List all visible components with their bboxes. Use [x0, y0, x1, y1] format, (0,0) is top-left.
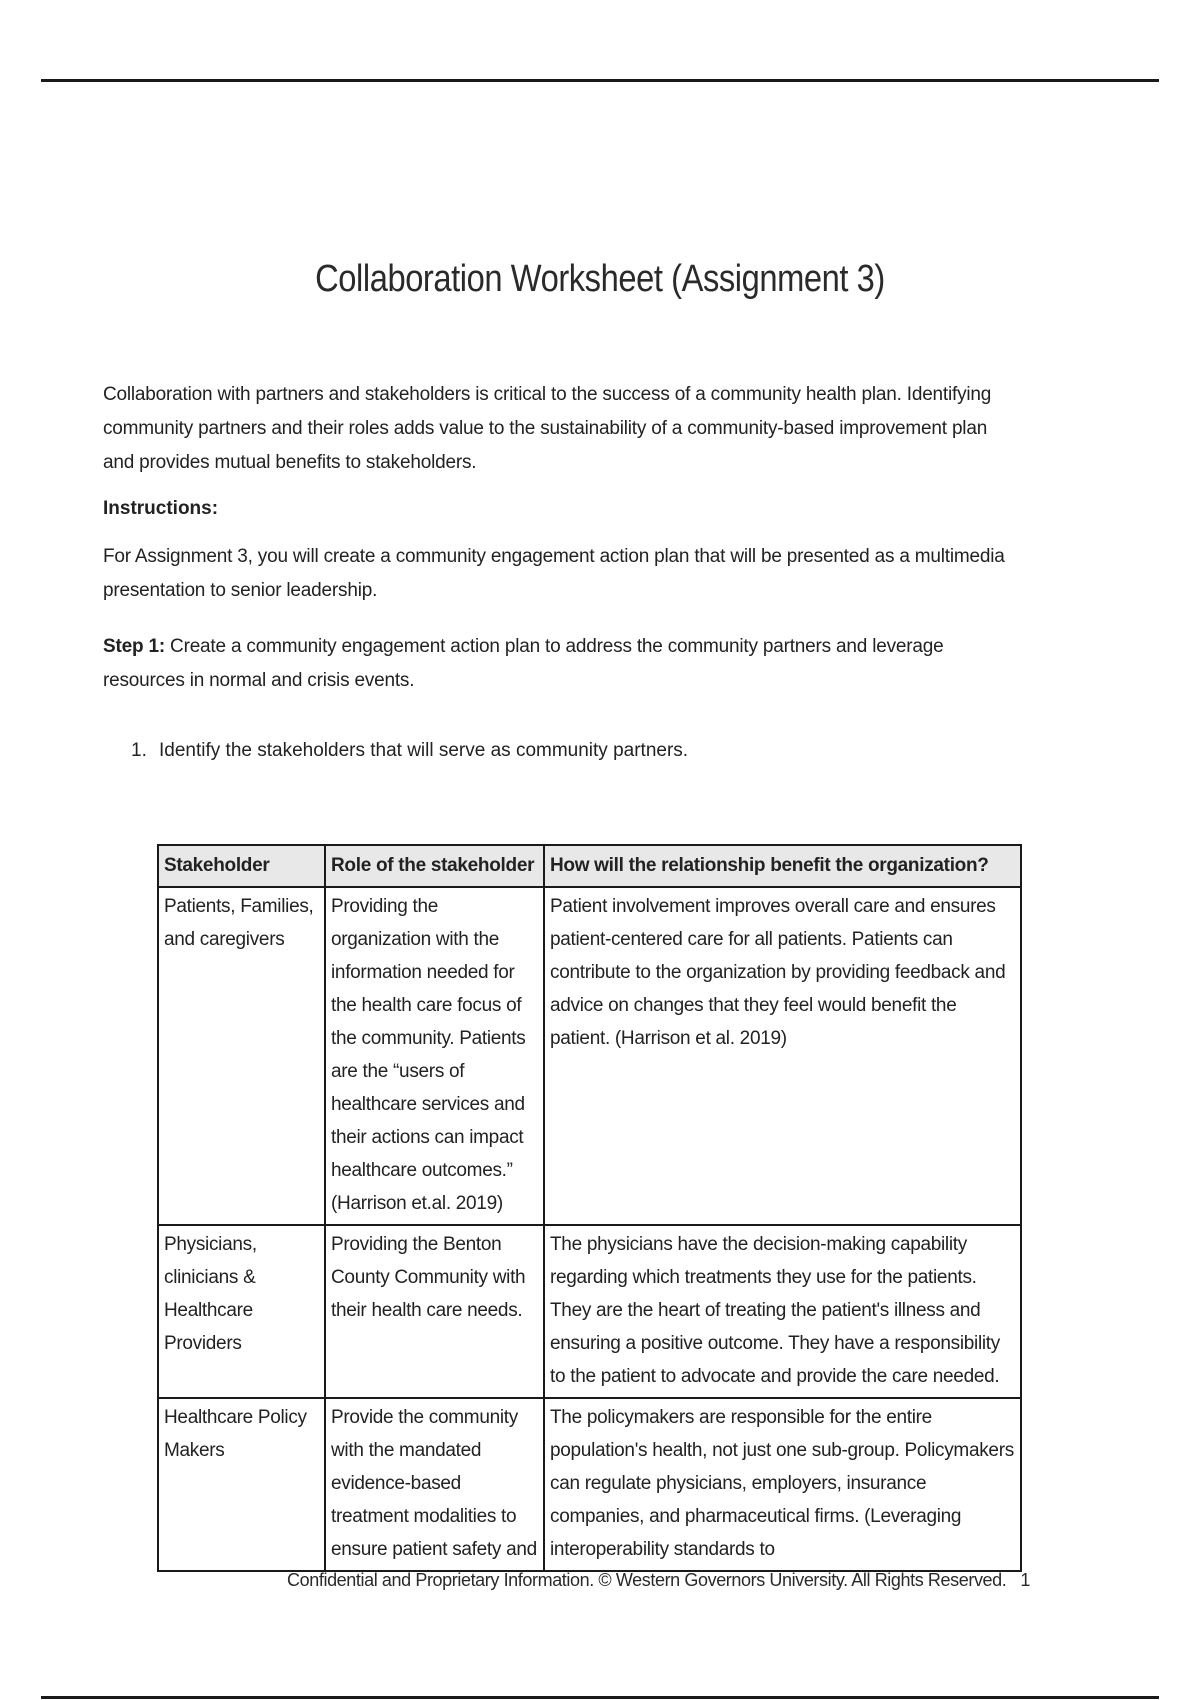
cell-role: Provide the community with the mandated evidence-based treatment modalities to ensure patient safety and	[325, 1398, 544, 1571]
cell-benefit: Patient involvement improves overall care and ensures patient-centered care for all patients. Patients can contribute to the organization by providing feedback and advice on changes that they feel would benefit the patient. (Harrison et al. 2019)	[544, 887, 1021, 1225]
cell-stakeholder: Healthcare Policy Makers	[158, 1398, 325, 1571]
list-item	[131, 736, 1023, 766]
bottom-rule	[41, 1696, 1159, 1699]
instructions-heading: Instructions:	[103, 498, 219, 519]
cell-stakeholder: Patients, Families, and caregivers	[158, 887, 325, 1225]
header-stakeholder: Stakeholder	[158, 845, 325, 887]
cell-stakeholder: Physicians, clinicians & Healthcare Providers	[158, 1225, 325, 1398]
cell-role: Providing the Benton County Community with their health care needs.	[325, 1225, 544, 1398]
header-role: Role of the stakeholder	[325, 845, 544, 887]
table-header-row	[158, 845, 1021, 887]
top-rule	[41, 79, 1159, 82]
list-item-number: 1.	[131, 740, 147, 761]
page-number: 1	[1020, 1570, 1030, 1590]
footer-text: Confidential and Proprietary Information. © Western Governors University. All Rights Reserved.	[287, 1570, 1007, 1590]
intro-paragraph: Collaboration with partners and stakeholders is critical to the success of a community health plan. Identifying community partners and their roles adds value to the sustainability of a community-based improvement plan and provides mutual benefits to stakeholders.	[103, 384, 992, 473]
table-row	[158, 1398, 1021, 1571]
cell-role: Providing the organization with the information needed for the health care focus of the community. Patients are the “users of healthcare services and their actions can impact healthcare outcomes.” (Harrison et.al. 2019)	[325, 887, 544, 1225]
page-footer	[0, 1570, 1030, 1591]
document-body	[103, 378, 1023, 806]
page-title: Collaboration Worksheet (Assignment 3)	[315, 258, 885, 300]
cell-benefit: The physicians have the decision-making capability regarding which treatments they use for the patients. They are the heart of treating the patient's illness and ensuring a positive outcome. They have a responsibility to the patient to advocate and provide the care needed.	[544, 1225, 1021, 1398]
numbered-list	[103, 736, 1023, 766]
step-1-paragraph	[103, 630, 1023, 698]
step-1-label: Step 1:	[103, 636, 165, 657]
cell-benefit: The policymakers are responsible for the entire population's health, not just one sub-group. Policymakers can regulate physicians, employers, insurance companies, and pharmaceutical firms. (Leveraging interoperability standards to	[544, 1398, 1021, 1571]
header-benefit: How will the relationship benefit the organization?	[544, 845, 1021, 887]
table-row	[158, 1225, 1021, 1398]
stakeholder-table	[157, 844, 1022, 1572]
table-row	[158, 887, 1021, 1225]
step-1-text: Create a community engagement action plan to address the community partners and leverage resources in normal and crisis events.	[103, 636, 944, 691]
assignment-paragraph: For Assignment 3, you will create a community engagement action plan that will be presented as a multimedia presentation to senior leadership.	[103, 546, 1005, 601]
list-item-text: Identify the stakeholders that will serve as community partners.	[159, 740, 689, 761]
